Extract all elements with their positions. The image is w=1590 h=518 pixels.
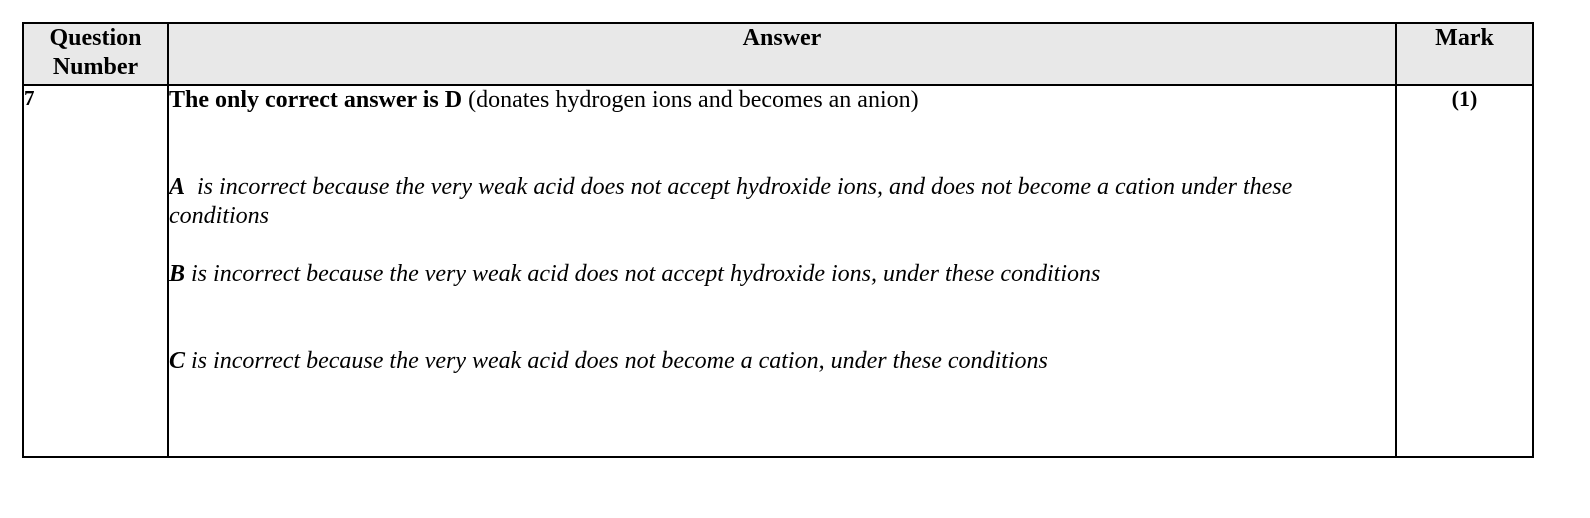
- correct-answer-line: [169, 86, 1395, 115]
- mark-scheme-table: [22, 22, 1534, 458]
- question-number-header-line-2: Number: [52, 54, 139, 80]
- question-number-header-line-1: Question: [49, 25, 142, 51]
- correct-answer-detail: (donates hydrogen ions and becomes an anion): [462, 87, 919, 113]
- reason-a-letter: A: [169, 174, 186, 200]
- reason-c-text: is incorrect because the very weak acid does not become a cation, under these conditions: [185, 348, 1048, 374]
- reason-b-letter: B: [169, 261, 186, 287]
- reason-a-text: is incorrect because the very weak acid does not accept hydroxide ions, and does not become a cation under these conditions: [169, 174, 1299, 229]
- reason-c: [169, 347, 1395, 376]
- answer-cell: [168, 85, 1396, 457]
- question-number: 7: [23, 85, 168, 457]
- question-number-header: [23, 23, 168, 85]
- reason-b: [169, 260, 1395, 289]
- mark-header: Mark: [1396, 23, 1533, 85]
- correct-answer-statement: The only correct answer is D: [169, 87, 463, 113]
- reason-c-letter: C: [169, 348, 186, 374]
- table-row: [23, 85, 1533, 457]
- reason-b-text: is incorrect because the very weak acid does not accept hydroxide ions, under these conditions: [185, 261, 1101, 287]
- answer-header: Answer: [168, 23, 1396, 85]
- reason-a: [169, 173, 1395, 231]
- mark-value: (1): [1396, 85, 1533, 457]
- header-row: [23, 23, 1533, 85]
